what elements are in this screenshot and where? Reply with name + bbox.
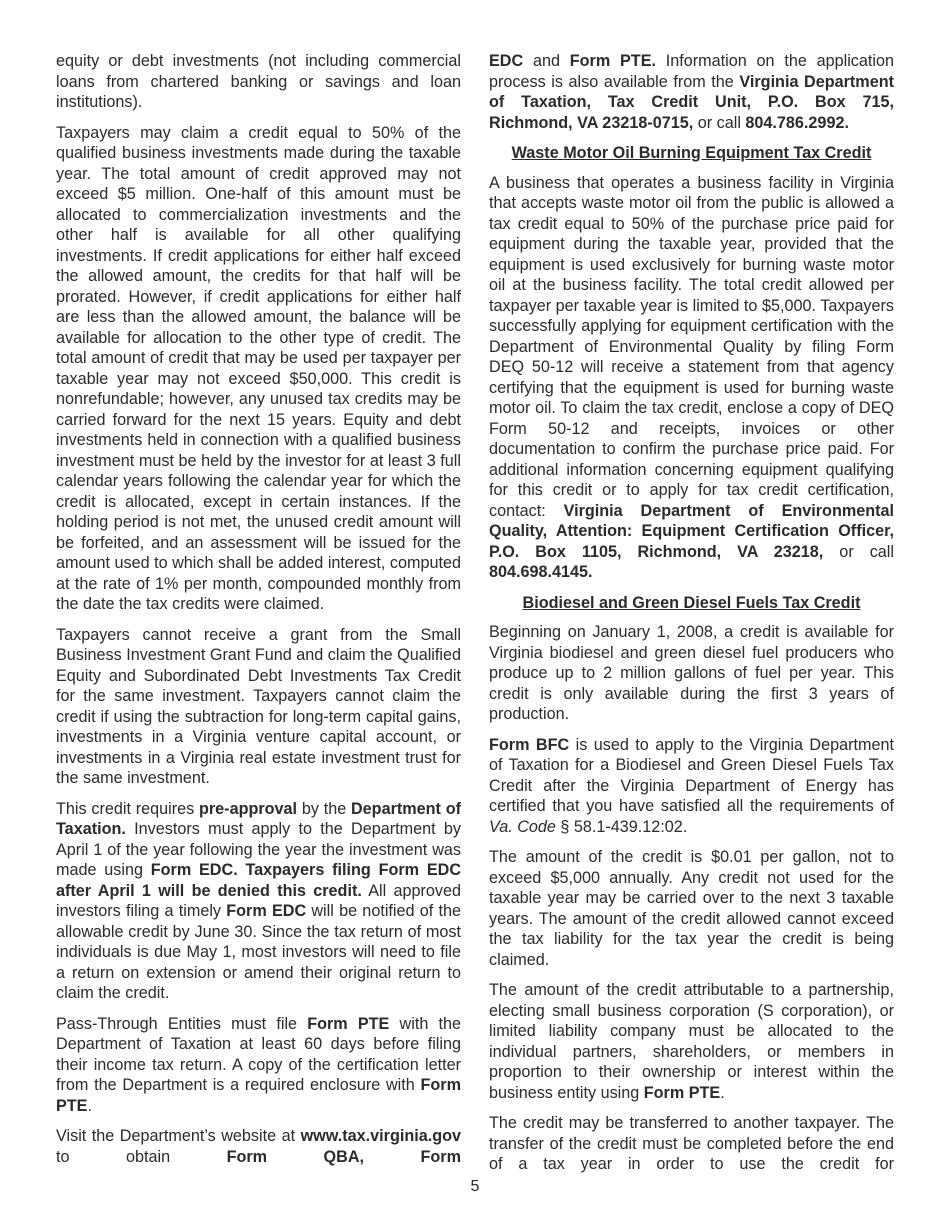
text-run: or call: [823, 542, 894, 561]
text-run: All approved investors filing a timely: [56, 881, 462, 920]
bold-run: Form EDC: [226, 902, 307, 920]
paragraph: The amount of the credit is $0.01 per gallon, not to exceed $5,000 annually. Any credit not used for the taxable year may be carried over to the next 3 taxable years. The amount of the credit allowed cannot exceed the tax liability for the tax year the credit is being claimed.: [489, 848, 894, 969]
text-run: The amount of the credit attributable to a partnership, electing small business corporation (S corporation), or limited liability company must be allocated to the individual partners, shareholders, or members in proportion to their ownership or interest within the business entity using: [489, 981, 894, 1102]
italic-run: Va. Code: [489, 817, 556, 836]
text-run: Visit the Department’s website at: [56, 1127, 301, 1145]
paragraph: Taxpayers cannot receive a grant from the Small Business Investment Grant Fund and claim the Qualified Equity and Subordinated Debt Investments Tax Credit for the same investment. Taxpayers cannot claim the credit if using the subtraction for long-term capital gains, investments in a Virginia venture capital account, or investments in a Virginia real estate investment trust for the same investment.: [56, 625, 461, 787]
text-run: A business that operates a business facility in Virginia that accepts waste motor oil from the public is allowed a tax credit equal to 50% of the purchase price paid for equipment during the taxable year, provided that the equipment is used exclusively for burning waste motor oil at the business facility. The total credit allowed per taxpayer per taxable year is limited to $5,000. Taxpayers successfully applying for equipment certification with the Department of Environmental Quality by filing Form DEQ 50-12 will receive a statement from that agency certifying that the equipment is used for burning waste motor oil. To claim the tax credit, enclose a copy of DEQ Form 50-12 and receipts, invoices or other documentation to confirm the purchase price paid. For additional information concerning equipment qualifying for this credit or to apply for tax credit certification, contact:: [489, 173, 894, 520]
paragraph-form-bfc: [489, 735, 894, 838]
text-run: will be notified of the allowable credit by June 30. Since the tax return of most individuals is due May 1, most investors will need to file a return on extension or amend their original return to claim the credit.: [56, 902, 461, 1002]
page-number: 5: [470, 1178, 480, 1195]
bold-run: Form PTE.: [569, 52, 656, 70]
paragraph: Taxpayers may claim a credit equal to 50% of the qualified business investments made during the taxable year. The total amount of credit approved may not exceed $5 million. One-half of this amount must be allocated to commercialization investments and the other half is available for all other qualifying investments. If credit applications for either half exceed the allowed amount, the credits for that half will be prorated. However, if credit applications for either half are less than the allowed amount, the balance will be available for allocation to the other type of credit. The total amount of credit that may be used per taxpayer per taxable year may not exceed $50,000. This credit is nonrefundable; however, any unused tax credits may be carried forward for the next 15 years. Equity and debt investments held in connection with a qualified business investment must be held by the investor for at least 3 full calendar years following the calendar year for which the credit is allocated, except in certain instances. If the holding period is not met, the unused credit amount will be forfeited, and an assessment will be issued for the amount used to which shall be added interest, computed at the rate of 1% per month, compounded monthly from the date the tax credits were claimed.: [56, 123, 461, 613]
bold-run: pre-approval: [198, 799, 298, 818]
text-run: This credit requires: [56, 799, 199, 818]
paragraph-contact: [489, 51, 894, 133]
text-run: Pass-Through Entities must file: [56, 1014, 308, 1033]
text-run: Investors must apply to the Department by April 1 of the year following the year the investment was made using: [56, 820, 461, 879]
paragraph: The credit may be transferred to another taxpayer. The transfer of the credit must be completed before the end of a tax year in order to use the credit for: [489, 1114, 894, 1173]
section-heading-biodiesel: Biodiesel and Green Diesel Fuels Tax Credit: [522, 593, 861, 612]
paragraph-allocation: [489, 980, 894, 1103]
paragraph-waste-motor-oil: [489, 173, 894, 583]
text-run: .: [87, 1096, 92, 1115]
bold-run: Form EDC. Taxpayers filing Form EDC after April 1 will be denied this credit.: [56, 861, 462, 900]
text-run: to obtain: [56, 1147, 227, 1166]
text-run: Information on the application process is also available from the: [489, 52, 894, 91]
text-run: and: [523, 52, 570, 70]
bold-run: Form PTE: [307, 1014, 390, 1033]
paragraph: Beginning on January 1, 2008, a credit is available for Virginia biodiesel and green diesel fuel producers who produce up to 2 million gallons of fuel per year. This credit is only available during the first 3 years of production.: [489, 623, 894, 723]
text-run: .: [720, 1083, 725, 1102]
bold-run: Form BFC: [489, 735, 570, 754]
bold-run: 804.786.2992.: [745, 113, 849, 132]
right-column: [489, 51, 894, 1185]
bold-run: Department of Taxation.: [56, 799, 461, 838]
bold-run: Form PTE: [56, 1076, 461, 1115]
website-link[interactable]: www.tax.virginia.gov: [300, 1127, 461, 1145]
bold-run: Virginia Department of Taxation, Tax Credit Unit, P.O. Box 715, Richmond, VA 23218-0715,: [489, 72, 894, 132]
text-run: is used to apply to the Virginia Department of Taxation for a Biodiesel and Green Diesel Fuels Tax Credit after the Virginia Department of Energy has certified that you have satisfied all the requirements of: [489, 735, 894, 815]
text-run: by the: [297, 799, 351, 818]
section-heading-waste-motor-oil: Waste Motor Oil Burning Equipment Tax Credit: [511, 144, 872, 162]
paragraph-pass-through: [56, 1014, 461, 1117]
text-run: or call: [693, 113, 746, 132]
bold-run: Form QBA, Form: [226, 1147, 461, 1166]
text-run: § 58.1-439.12:02.: [555, 817, 688, 836]
paragraph: equity or debt investments (not including commercial loans from chartered banking or savings and loan institutions).: [56, 52, 461, 111]
text-run: with the Department of Taxation at least 60 days before filing their income tax return. A copy of the certification letter from the Department is a required enclosure with: [56, 1014, 461, 1094]
bold-run: EDC: [489, 52, 524, 70]
bold-run: 804.698.4145.: [489, 563, 593, 581]
paragraph-visit-website: [56, 1126, 461, 1167]
left-column: [56, 51, 461, 1177]
bold-run: Virginia Department of Environmental Quality, Attention: Equipment Certification Officer, P.O. Box 1105, Richmond, VA 23218,: [489, 501, 895, 561]
paragraph-pre-approval: [56, 799, 461, 1004]
bold-run: Form PTE: [643, 1083, 721, 1102]
